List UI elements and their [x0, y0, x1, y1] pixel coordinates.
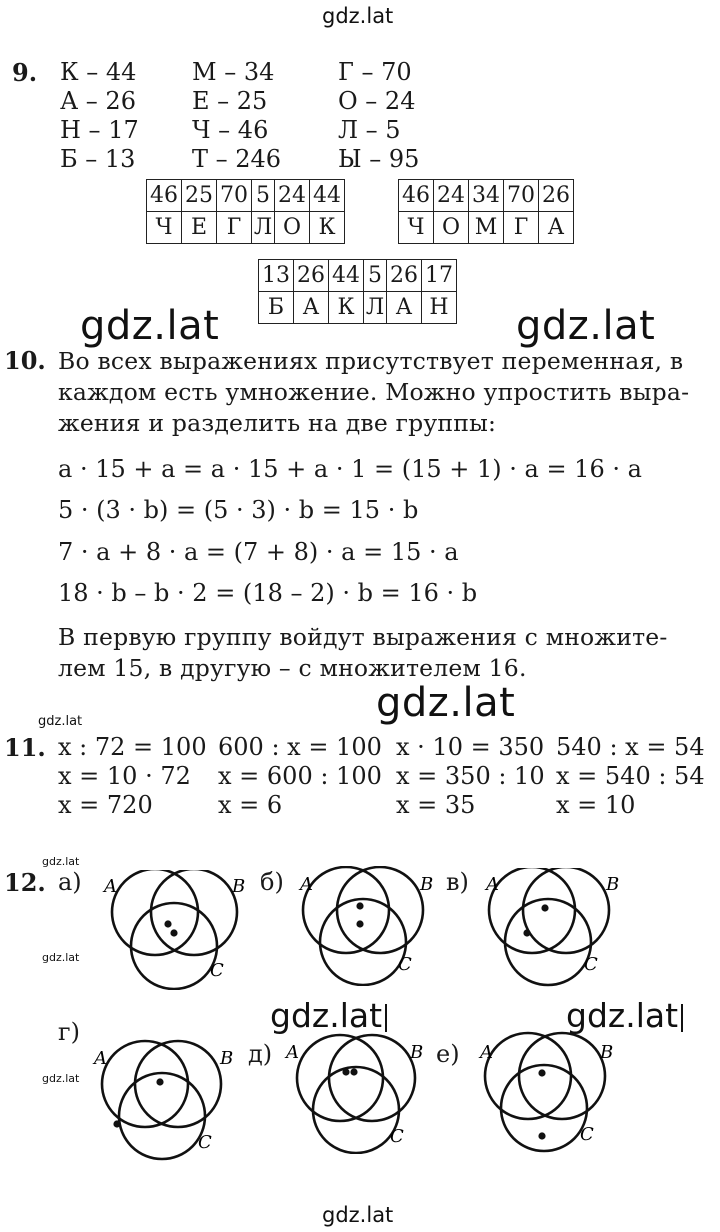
expression-2: 5 · (3 · b) = (5 · 3) · b = 15 · b [58, 496, 419, 524]
equation-line: x · 10 = 350 [396, 733, 545, 761]
code-number: 24 [434, 180, 469, 212]
element-dot [350, 1068, 357, 1075]
task-10-conclusion [58, 622, 708, 684]
code-letter: К [310, 212, 345, 244]
code-number: 70 [217, 180, 252, 212]
set-a-circle [112, 870, 198, 955]
code-letter: А [294, 292, 329, 324]
expression-1: a · 15 + a = a · 15 + a · 1 = (15 + 1) · a = 16 · a [58, 455, 642, 483]
code-number: 5 [252, 180, 275, 212]
code-letter: Н [422, 292, 457, 324]
set-a-label: A [286, 1042, 299, 1063]
expression-4: 18 · b – b · 2 = (18 – 2) · b = 16 · b [58, 579, 478, 607]
code-letter: Л [364, 292, 387, 324]
set-a-label: A [486, 874, 499, 895]
diagram-label-d: г) [58, 1018, 80, 1046]
venn-diagram-b [296, 866, 446, 986]
equation-column-3 [396, 733, 545, 820]
equation-line: x = 35 [396, 791, 476, 819]
code-number: 26 [294, 260, 329, 292]
code-number: 17 [422, 260, 457, 292]
task-11-number: 11. [4, 733, 46, 762]
set-a-circle [489, 868, 575, 953]
text-line: жения и разделить на две группы: [58, 409, 497, 437]
text-line: В первую группу войдут выражения с множите- [58, 623, 668, 651]
expression-3: 7 · a + 8 · a = (7 + 8) · a = 15 · a [58, 538, 459, 566]
set-b-label: B [220, 1048, 234, 1069]
pair-item: О – 24 [338, 87, 416, 115]
set-b-circle [151, 870, 237, 955]
set-a-label: A [104, 876, 117, 897]
set-b-circle [135, 1041, 221, 1127]
element-dot [170, 929, 177, 936]
equation-line: x = 350 : 10 [396, 762, 545, 790]
task-9-column-1 [60, 58, 139, 174]
equation-line: x = 10 · 72 [58, 762, 191, 790]
code-number: 5 [364, 260, 387, 292]
code-number: 70 [504, 180, 539, 212]
code-letter: Л [252, 212, 275, 244]
task-10-text [58, 346, 708, 439]
element-dot [356, 920, 363, 927]
set-a-label: A [480, 1042, 493, 1063]
text-line: каждом есть умножение. Можно упростить выра- [58, 378, 690, 406]
code-letter: О [275, 212, 310, 244]
element-dot [523, 929, 530, 936]
code-number: 46 [147, 180, 182, 212]
set-c-circle [505, 899, 591, 985]
pair-item: Ч – 46 [192, 116, 269, 144]
pair-item: Б – 13 [60, 145, 136, 173]
pair-item: К – 44 [60, 58, 137, 86]
diagram-label-e: д) [248, 1040, 273, 1068]
set-c-circle [131, 903, 217, 989]
pair-item: А – 26 [60, 87, 136, 115]
element-dot [113, 1120, 120, 1127]
element-dot [538, 1132, 545, 1139]
set-c-label: C [390, 1126, 404, 1147]
watermark-small-2: gdz.lat [42, 855, 80, 868]
set-b-circle [523, 868, 609, 953]
code-letter: Г [217, 212, 252, 244]
code-number: 13 [259, 260, 294, 292]
venn-diagram-a [98, 870, 248, 990]
code-table-2 [398, 179, 574, 244]
set-b-label: B [420, 874, 434, 895]
code-number: 44 [329, 260, 364, 292]
code-table-3 [258, 259, 457, 324]
pair-item: Е – 25 [192, 87, 268, 115]
code-number: 24 [275, 180, 310, 212]
code-letter: Е [182, 212, 217, 244]
code-number: 26 [539, 180, 574, 212]
equation-column-2 [218, 733, 382, 820]
watermark-bottom: gdz.lat [322, 1203, 394, 1227]
code-letter: Ч [147, 212, 182, 244]
watermark-top: gdz.lat [322, 4, 394, 28]
set-b-circle [337, 867, 423, 953]
text-line: лем 15, в другую – с множителем 16. [58, 654, 527, 682]
set-a-circle [303, 867, 389, 953]
equation-line: x = 540 : 54 [556, 762, 705, 790]
element-dot [356, 902, 363, 909]
code-number: 25 [182, 180, 217, 212]
code-letter: О [434, 212, 469, 244]
diagram-label-f: е) [436, 1040, 460, 1068]
pair-item: М – 34 [192, 58, 275, 86]
code-letter: А [539, 212, 574, 244]
set-c-label: C [198, 1132, 212, 1153]
code-letter: К [329, 292, 364, 324]
set-c-circle [320, 899, 406, 985]
pair-item: Г – 70 [338, 58, 412, 86]
diagram-label-b: б) [260, 868, 284, 896]
code-number: 34 [469, 180, 504, 212]
code-letter: М [469, 212, 504, 244]
equation-line: x = 10 [556, 791, 636, 819]
equation-line: 540 : x = 54 [556, 733, 705, 761]
text-line: Во всех выражениях присутствует переменная, в [58, 347, 684, 375]
set-b-circle [519, 1033, 605, 1119]
code-table-1 [146, 179, 345, 244]
element-dot [342, 1068, 349, 1075]
diagram-label-a: а) [58, 868, 82, 896]
watermark-big-4: gdz.lat [270, 996, 387, 1035]
set-b-label: B [606, 874, 620, 895]
task-10-number: 10. [4, 346, 46, 375]
element-dot [164, 920, 171, 927]
venn-diagram-f [476, 1016, 626, 1156]
task-9-number: 9. [12, 58, 38, 87]
code-letter: А [387, 292, 422, 324]
pair-item: Н – 17 [60, 116, 139, 144]
element-dot [538, 1069, 545, 1076]
set-a-label: A [300, 874, 313, 895]
code-letter: Б [259, 292, 294, 324]
code-number: 46 [399, 180, 434, 212]
equation-line: x = 6 [218, 791, 283, 819]
set-a-circle [102, 1041, 188, 1127]
set-c-label: C [398, 954, 412, 975]
code-number: 44 [310, 180, 345, 212]
equation-line: x = 600 : 100 [218, 762, 382, 790]
watermark-small-4: gdz.lat [42, 1072, 80, 1085]
equation-line: x = 720 [58, 791, 153, 819]
element-dot [541, 904, 548, 911]
venn-diagram-e [282, 1014, 432, 1154]
set-b-label: B [410, 1042, 424, 1063]
set-c-label: C [580, 1124, 594, 1145]
pair-item: Т – 246 [192, 145, 282, 173]
equation-column-1 [58, 733, 207, 820]
equation-column-4 [556, 733, 705, 820]
venn-diagram-d [90, 1034, 240, 1164]
watermark-big-3: gdz.lat [376, 680, 516, 726]
task-9-column-3 [338, 58, 419, 174]
watermark-small-1: gdz.lat [38, 714, 83, 729]
equation-line: 600 : x = 100 [218, 733, 382, 761]
watermark-small-3: gdz.lat [42, 951, 80, 964]
equation-line: x : 72 = 100 [58, 733, 207, 761]
element-dot [156, 1078, 163, 1085]
set-b-label: B [232, 876, 246, 897]
diagram-label-c: в) [446, 868, 469, 896]
set-c-circle [119, 1073, 205, 1159]
code-number: 26 [387, 260, 422, 292]
task-9-column-2 [192, 58, 281, 174]
venn-diagram-c [482, 868, 632, 988]
set-a-circle [485, 1033, 571, 1119]
watermark-big-5: gdz.lat [566, 996, 683, 1035]
task-12-number: 12. [4, 868, 46, 897]
pair-item: Л – 5 [338, 116, 401, 144]
watermark-big-1: gdz.lat [80, 303, 220, 349]
code-letter: Г [504, 212, 539, 244]
set-c-circle [313, 1067, 399, 1153]
set-a-label: A [94, 1048, 107, 1069]
code-letter: Ч [399, 212, 434, 244]
watermark-big-2: gdz.lat [516, 303, 656, 349]
set-c-label: C [584, 954, 598, 975]
set-c-label: C [210, 960, 224, 981]
set-b-label: B [600, 1042, 614, 1063]
pair-item: Ы – 95 [338, 145, 420, 173]
